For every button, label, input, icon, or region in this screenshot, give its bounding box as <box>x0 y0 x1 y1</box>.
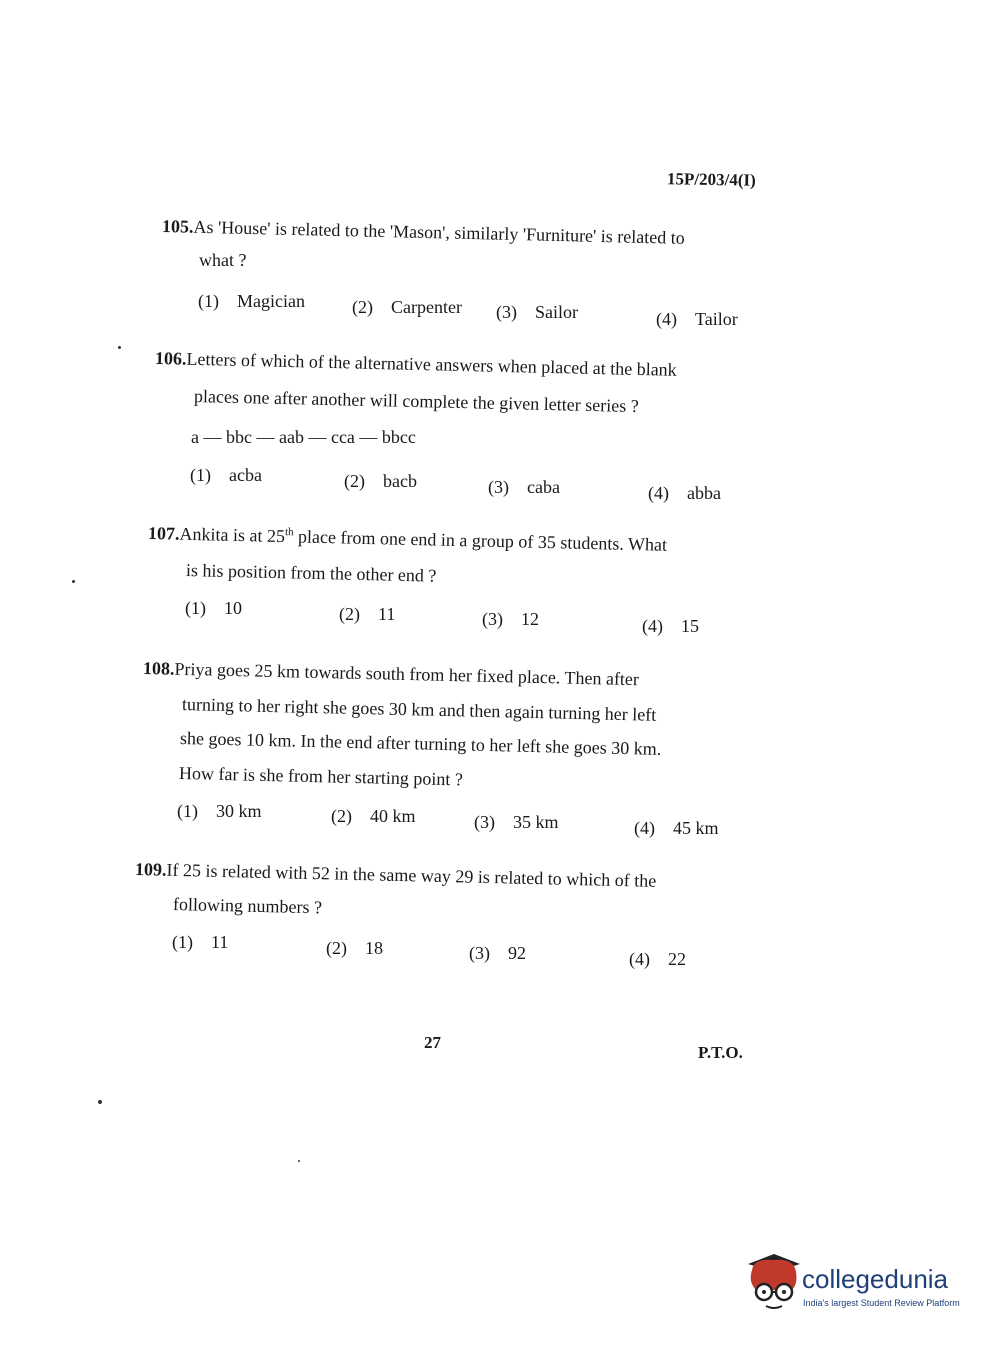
question-number: 106. <box>154 348 187 369</box>
option-2: (2) 18 <box>326 938 383 958</box>
question-text-line: she goes 10 km. In the end after turning to her left she goes 30 km. <box>179 728 662 759</box>
option-4: (4) 22 <box>629 949 686 969</box>
option-1: (1) 11 <box>172 932 229 952</box>
option-4: (4) abba <box>648 483 721 503</box>
scan-speck <box>298 1160 300 1162</box>
question-number: 108. <box>142 658 175 679</box>
paper-code: 15P/203/4(I) <box>666 169 756 190</box>
brand-name: collegedunia <box>802 1264 949 1294</box>
question-text-line: 107.Ankita is at 25th place from one end in a group of 35 students. What <box>147 523 668 555</box>
option-2: (2) 40 km <box>331 806 416 826</box>
scan-speck <box>118 346 121 349</box>
option-4: (4) 15 <box>642 616 699 636</box>
question-text-line: following numbers ? <box>172 894 323 918</box>
option-4: (4) 45 km <box>634 818 719 838</box>
question-text-line: 106.Letters of which of the alternative answers when placed at the blank <box>154 348 677 380</box>
question-number: 107. <box>147 523 180 544</box>
letter-series: a — bbc — aab — cca — bbcc <box>191 427 416 447</box>
brand-tagline: India's largest Student Review Platform <box>803 1298 960 1308</box>
question-text-line: 105.As 'House' is related to the 'Mason', similarly 'Furniture' is related to <box>161 216 685 248</box>
option-1: (1) 30 km <box>177 801 262 821</box>
option-4: (4) Tailor <box>656 309 738 329</box>
question-text-line: 108.Priya goes 25 km towards south from her fixed place. Then after <box>142 658 640 690</box>
collegedunia-watermark <box>744 1250 974 1320</box>
question-text-line: turning to her right she goes 30 km and then again turning her left <box>181 694 657 725</box>
option-2: (2) 11 <box>339 604 396 624</box>
option-2: (2) bacb <box>344 471 417 491</box>
scan-speck <box>98 1100 102 1104</box>
pto-label: P.T.O. <box>698 1043 743 1062</box>
question-text-line: 109.If 25 is related with 52 in the same way 29 is related to which of the <box>134 859 657 891</box>
question-text-line: How far is she from her starting point ? <box>178 763 464 790</box>
question-text-line: what ? <box>199 250 247 270</box>
option-2: (2) Carpenter <box>352 297 462 317</box>
question-text-line: places one after another will complete the given letter series ? <box>193 386 639 417</box>
option-3: (3) 35 km <box>474 812 559 832</box>
option-3: (3) caba <box>488 477 560 497</box>
question-number: 105. <box>161 216 194 237</box>
option-3: (3) 92 <box>469 943 526 963</box>
option-3: (3) Sailor <box>496 302 578 322</box>
page-number: 27 <box>424 1033 441 1052</box>
option-1: (1) Magician <box>198 291 305 311</box>
question-text-line: is his position from the other end ? <box>185 560 437 586</box>
option-3: (3) 12 <box>482 609 539 629</box>
option-1: (1) acba <box>190 465 262 485</box>
scan-speck <box>72 580 75 583</box>
question-number: 109. <box>134 859 167 880</box>
option-1: (1) 10 <box>185 598 242 618</box>
mascot-icon <box>744 1250 802 1314</box>
